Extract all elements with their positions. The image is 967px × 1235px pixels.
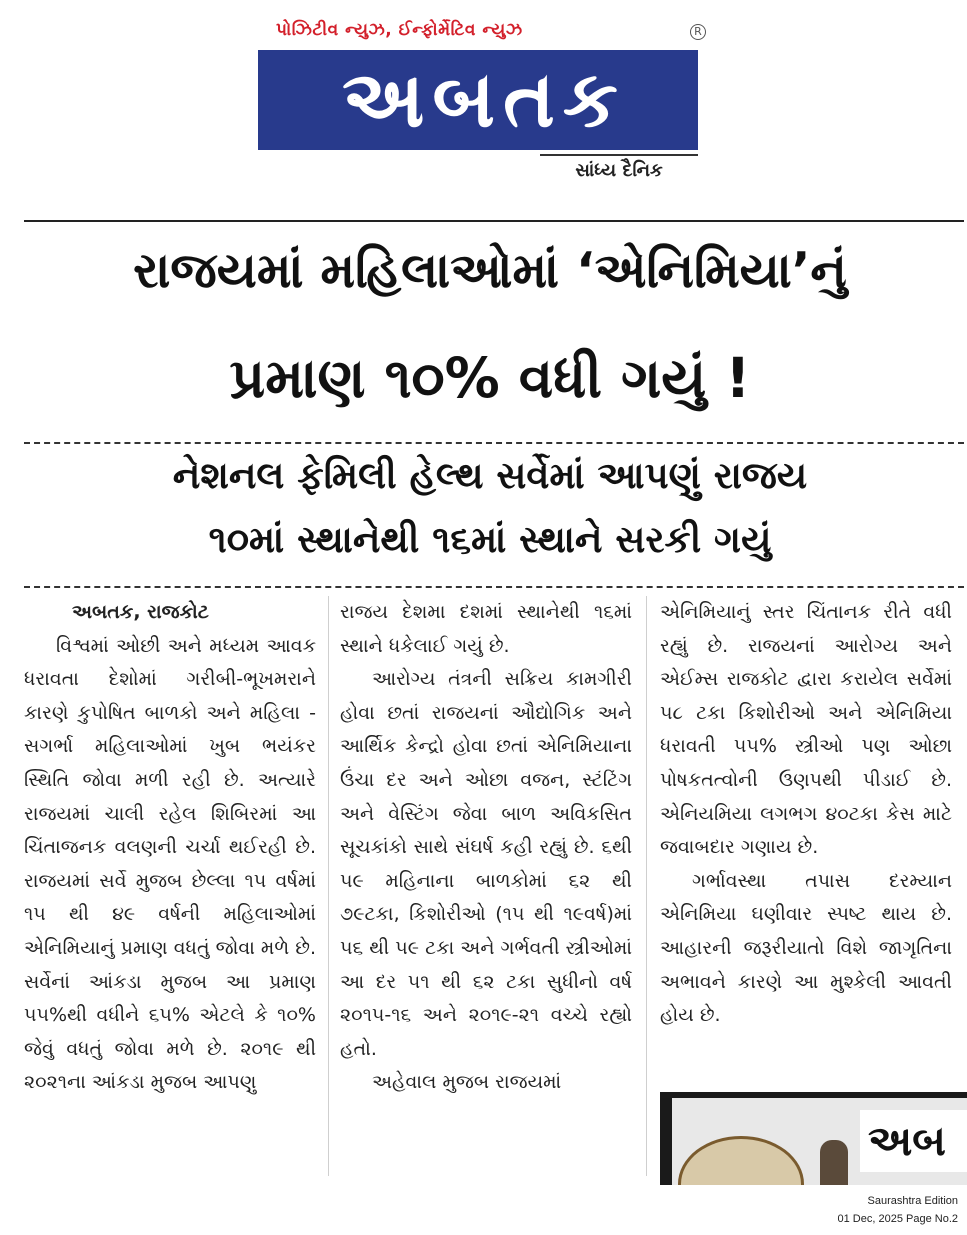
article-paragraph: આરોગ્ય તંત્રની સક્રિય કામગીરી હોવા છતાં રાજયનાં ઔદ્યોગિક અને આર્થિક કેન્દ્રો હોવા છતાં એનિમિયાના ઉંચા દર અને ઓછા વજન, સ્ટંટિંગ અને વેસ્ટિંગ જેવા બાળ અવિકસિત સૂચકાંકો સાથે સંઘર્ષ કહી રહ્યું છે. ૬થી ૫૯ મહિનાના બાળકોમાં ૬૨ થી ૭૯ટકા, કિશોરીઓ (૧૫ થી ૧૯વર્ષ)માં ૫૬ થી ૫૯ ટકા અને ગર્ભવતી સ્ત્રીઓમાં આ દર ૫૧ થી ૬૨ ટકા સુધીનો વર્ષ ૨૦૧૫-૧૬ અને ૨૦૧૯-૨૧ વચ્ચે રહ્યો હતો.: [340, 668, 632, 1060]
newspaper-logo: અબતક: [342, 55, 626, 145]
column-divider: [646, 596, 647, 1176]
date-page: 01 Dec, 2025 Page No.2: [837, 1213, 958, 1225]
promo-image: [660, 1092, 967, 1185]
promo-logo: અબ: [860, 1110, 967, 1172]
subheadline-line-2: ૧૦માં સ્થાનેથી ૧૬માં સ્થાને સરકી ગયું: [208, 518, 772, 561]
article-column-3: [660, 596, 952, 1033]
masthead: [250, 14, 720, 204]
edition-name: Saurashtra Edition: [867, 1195, 958, 1207]
article-column-1: [24, 596, 316, 1100]
subheadline-divider: [24, 586, 964, 588]
headline-line-1: રાજયમાં મહિલાઓમાં ‘એનિમિયા’નું: [133, 242, 847, 299]
registered-mark-icon: R: [690, 24, 706, 40]
article-paragraph: એનિમિયાનું સ્તર ચિંતાનક રીતે વધી રહ્યું છે. રાજયનાં આરોગ્ય અને એઈમ્સ રાજકોટ દ્વારા કરાયેલ સર્વેમાં ૫૮ ટકા કિશોરીઓ અને એનિમિયા ધરાવતી ૫૫% સ્ત્રીઓ પણ ઓછા પોષકતત્વોની ઉણપથી પીડાઈ છે. એનિયમિયા લગભગ ૪૦ટકા કેસ માટે જવાબદાર ગણાય છે.: [660, 601, 952, 859]
article-paragraph: ગર્ભાવસ્થા તપાસ દરમ્યાન એનિમિયા ઘણીવાર સ્પષ્ટ થાય છે. આહારની જરૂરીયાતો વિશે જાગૃતિના અભાવને કારણે આ મુશ્કેલી આવતી હોય છે.: [660, 869, 952, 1027]
headline-line-2: પ્રમાણ ૧૦% વધી ગયું !: [229, 346, 751, 410]
subheadline-line-1: નેશનલ ફેમિલી હેલ્થ સર્વેમાં આપણું રાજય: [172, 454, 808, 497]
masthead-tagline: પોઝિટીવ ન્યુઝ, ઈન્ફોર્મેટિવ ન્યુઝ: [276, 20, 523, 40]
column-divider: [328, 596, 329, 1176]
headline-divider: [24, 442, 964, 444]
dateline: અબતક, રાજકોટ: [72, 601, 209, 623]
person-figure: [820, 1140, 848, 1185]
edition-type: સાંધ્ય દૈનિક: [540, 154, 698, 181]
article-paragraph: રાજય દેશમા દશમાં સ્થાનેથી ૧૬માં સ્થાને ધકેલાઈ ગયું છે.: [340, 601, 632, 657]
page-footer: [838, 1192, 958, 1228]
article-paragraph: વિશ્વમાં ઓછી અને મધ્યમ આવક ધરાવતા દેશોમાં ગરીબી-ભૂખમરાને કારણે કુપોષિત બાળકો અને મહિલા - સગર્ભા મહિલાઓમાં ખુબ ભયંકર સ્થિતિ જોવા મળી રહી છે. અત્યારે રાજયમાં ચાલી રહેલ શિબિરમાં આ ચિંતાજનક વલણની ચર્ચા થઈરહી છે. રાજયમાં સર્વે મુજબ છેલ્લા ૧૫ વર્ષમાં ૧૫ થી ૪૯ વર્ષની મહિલાઓમાં એનિમિયાનું પ્રમાણ વધતું જોવા મળે છે. સર્વેનાં આંકડા મુજબ આ પ્રમાણ ૫૫%થી વધીને ૬૫% એટલે કે ૧૦% જેવું વધતું જોવા મળે છે. ૨૦૧૯ થી ૨૦૨૧ના આંકડા મુજબ આપણુ: [24, 634, 316, 1094]
article-column-2: [340, 596, 632, 1100]
article-paragraph: અહેવાલ મુજબ રાજયમાં: [372, 1071, 562, 1094]
top-rule: [24, 220, 964, 222]
